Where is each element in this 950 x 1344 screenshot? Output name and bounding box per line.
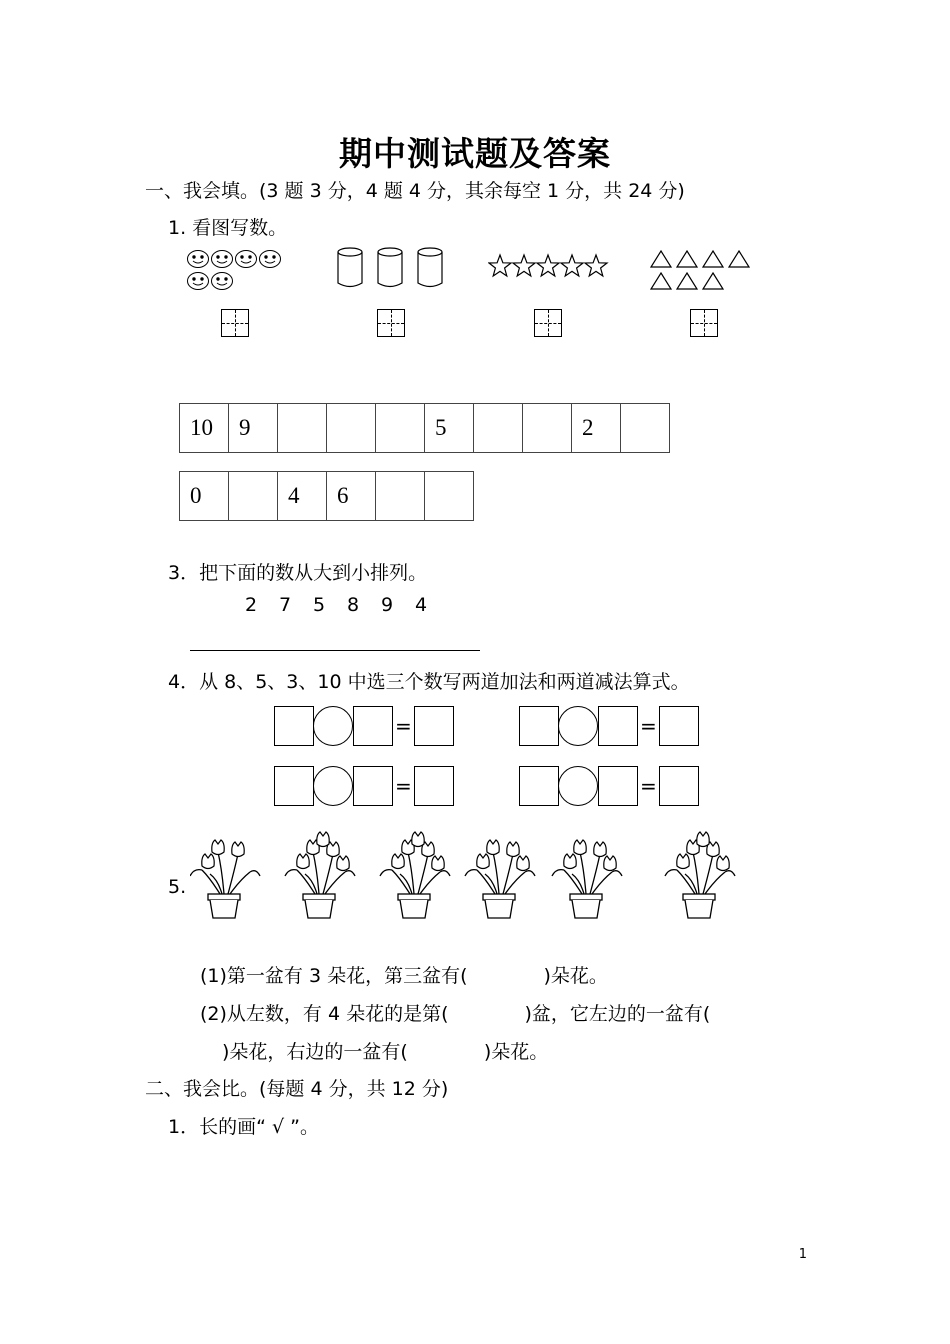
equation-subtraction-1[interactable]: = (274, 766, 456, 806)
sequence-cell[interactable] (278, 404, 327, 453)
smiley-faces-icon (186, 249, 286, 293)
sequence-cell[interactable]: 2 (572, 404, 621, 453)
sequence-cell[interactable] (474, 404, 523, 453)
sequence-cell[interactable] (621, 404, 670, 453)
q3-label: 3．把下面的数从大到小排列。 (168, 562, 428, 584)
answer-box-2[interactable] (377, 309, 405, 337)
sequence-cell[interactable] (425, 472, 474, 521)
number-sequence-row-2 (179, 471, 474, 521)
q4-label: 4．从 8、5、3、10 中选三个数写两道加法和两道减法算式。 (168, 671, 690, 693)
sequence-cell[interactable] (376, 472, 425, 521)
answer-box-4[interactable] (690, 309, 718, 337)
sequence-cell[interactable]: 0 (180, 472, 229, 521)
sequence-cell[interactable]: 9 (229, 404, 278, 453)
sequence-cell[interactable]: 6 (327, 472, 376, 521)
triangles-icon (650, 249, 756, 293)
q3-answer-line[interactable] (190, 650, 480, 651)
q1-label: 1. 看图写数。 (168, 217, 288, 239)
page-number: 1 (798, 1247, 807, 1262)
section1-heading: 一、我会填。(3 题 3 分，4 题 4 分，其余每空 1 分，共 24 分) (145, 180, 685, 202)
sequence-cell[interactable] (327, 404, 376, 453)
flower-pots-icon (190, 830, 750, 926)
answer-box-1[interactable] (221, 309, 249, 337)
sequence-cell[interactable] (376, 404, 425, 453)
q5-part2-line2: )朵花，右边的一盆有( )朵花。 (222, 1041, 549, 1063)
q3-numbers: 2 7 5 8 9 4 (245, 594, 428, 616)
q5-part1: (1)第一盆有 3 朵花，第三盆有( )朵花。 (200, 965, 608, 987)
equation-addition-1[interactable]: = (274, 706, 456, 746)
page-title: 期中测试题及答案 (339, 134, 611, 173)
q5-part2-line1: (2)从左数，有 4 朵花的是第( )盆，它左边的一盆有( (200, 1003, 711, 1025)
equation-subtraction-2[interactable]: = (519, 766, 701, 806)
q5-label: 5. (168, 876, 187, 898)
sequence-cell[interactable]: 5 (425, 404, 474, 453)
sequence-cell[interactable] (229, 472, 278, 521)
sequence-cell[interactable] (523, 404, 572, 453)
answer-box-3[interactable] (534, 309, 562, 337)
stars-icon (488, 253, 614, 283)
equation-addition-2[interactable]: = (519, 706, 701, 746)
section2-heading: 二、我会比。(每题 4 分，共 12 分) (145, 1078, 449, 1100)
sequence-cell[interactable]: 10 (180, 404, 229, 453)
sequence-cell[interactable]: 4 (278, 472, 327, 521)
section2-q1-label: 1．长的画“ √ ”。 (168, 1116, 319, 1138)
cylinders-icon (336, 247, 448, 291)
number-sequence-row-1 (179, 403, 670, 453)
